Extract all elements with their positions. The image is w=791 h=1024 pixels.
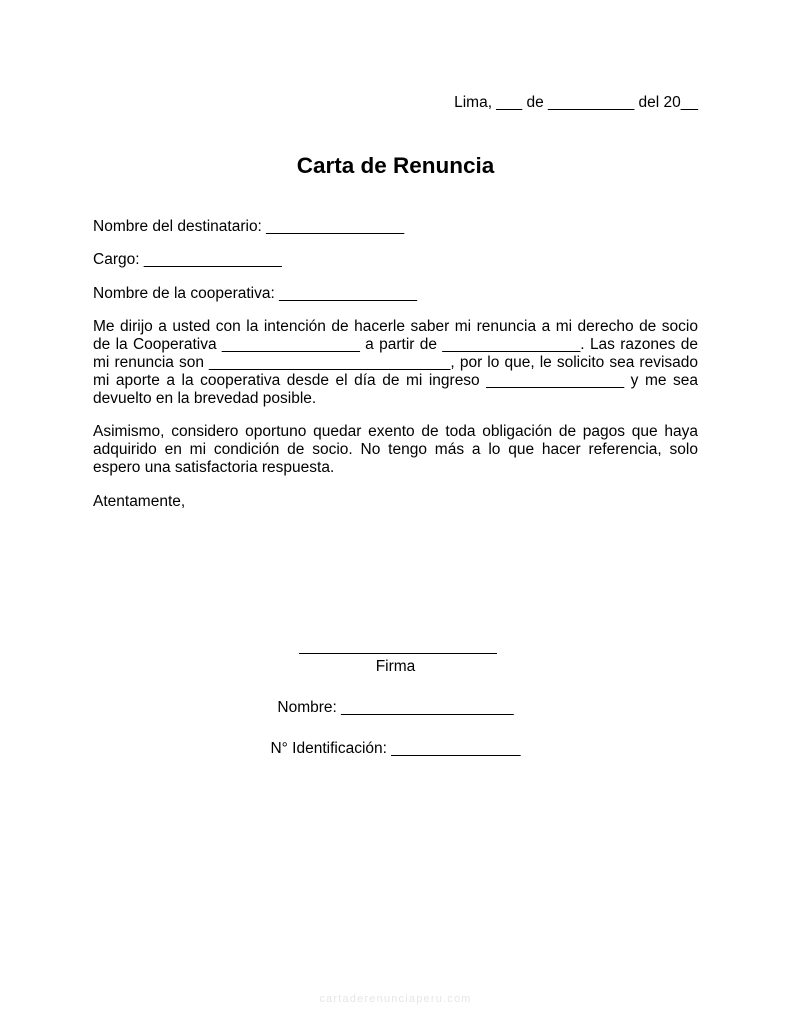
signer-name-field: Nombre: ____________________ xyxy=(277,699,514,716)
signature-line xyxy=(299,653,497,654)
recipient-name-field: Nombre del destinatario: ________________ xyxy=(93,218,405,235)
paragraph-line: devuelto en la brevedad posible. xyxy=(93,390,317,407)
paragraph-line: espero una satisfactoria respuesta. xyxy=(93,459,335,476)
paragraph-line: Me dirijo a usted con la intención de hacerle saber mi renuncia a mi derecho de socio xyxy=(93,318,698,335)
paragraph-line: de la Cooperativa ________________ a partir de ________________. Las razones de xyxy=(93,336,698,353)
body-paragraph-1 xyxy=(93,318,698,408)
closing-salutation: Atentamente, xyxy=(93,493,186,510)
identification-field: N° Identificación: _______________ xyxy=(270,740,521,757)
paragraph-line: Asimismo, considero oportuno quedar exento de toda obligación de pagos que haya xyxy=(93,423,698,440)
signature-caption: Firma xyxy=(375,658,416,675)
body-paragraph-2 xyxy=(93,423,698,477)
document-title: Carta de Renuncia xyxy=(296,153,495,178)
paragraph-line: mi renuncia son ____________________________, por lo que, le solicito sea revisado xyxy=(93,354,698,371)
position-field: Cargo: ________________ xyxy=(93,251,282,268)
cooperative-name-field: Nombre de la cooperativa: ________________ xyxy=(93,285,418,302)
date-line: Lima, ___ de __________ del 20__ xyxy=(454,94,698,111)
website-watermark: cartaderenunciaperu.com xyxy=(319,993,472,1005)
paragraph-line: adquirido en mi condición de socio. No tengo más a lo que hacer referencia, solo xyxy=(93,441,698,458)
paragraph-line: mi aporte a la cooperativa desde el día de mi ingreso ________________ y me sea xyxy=(93,372,698,389)
